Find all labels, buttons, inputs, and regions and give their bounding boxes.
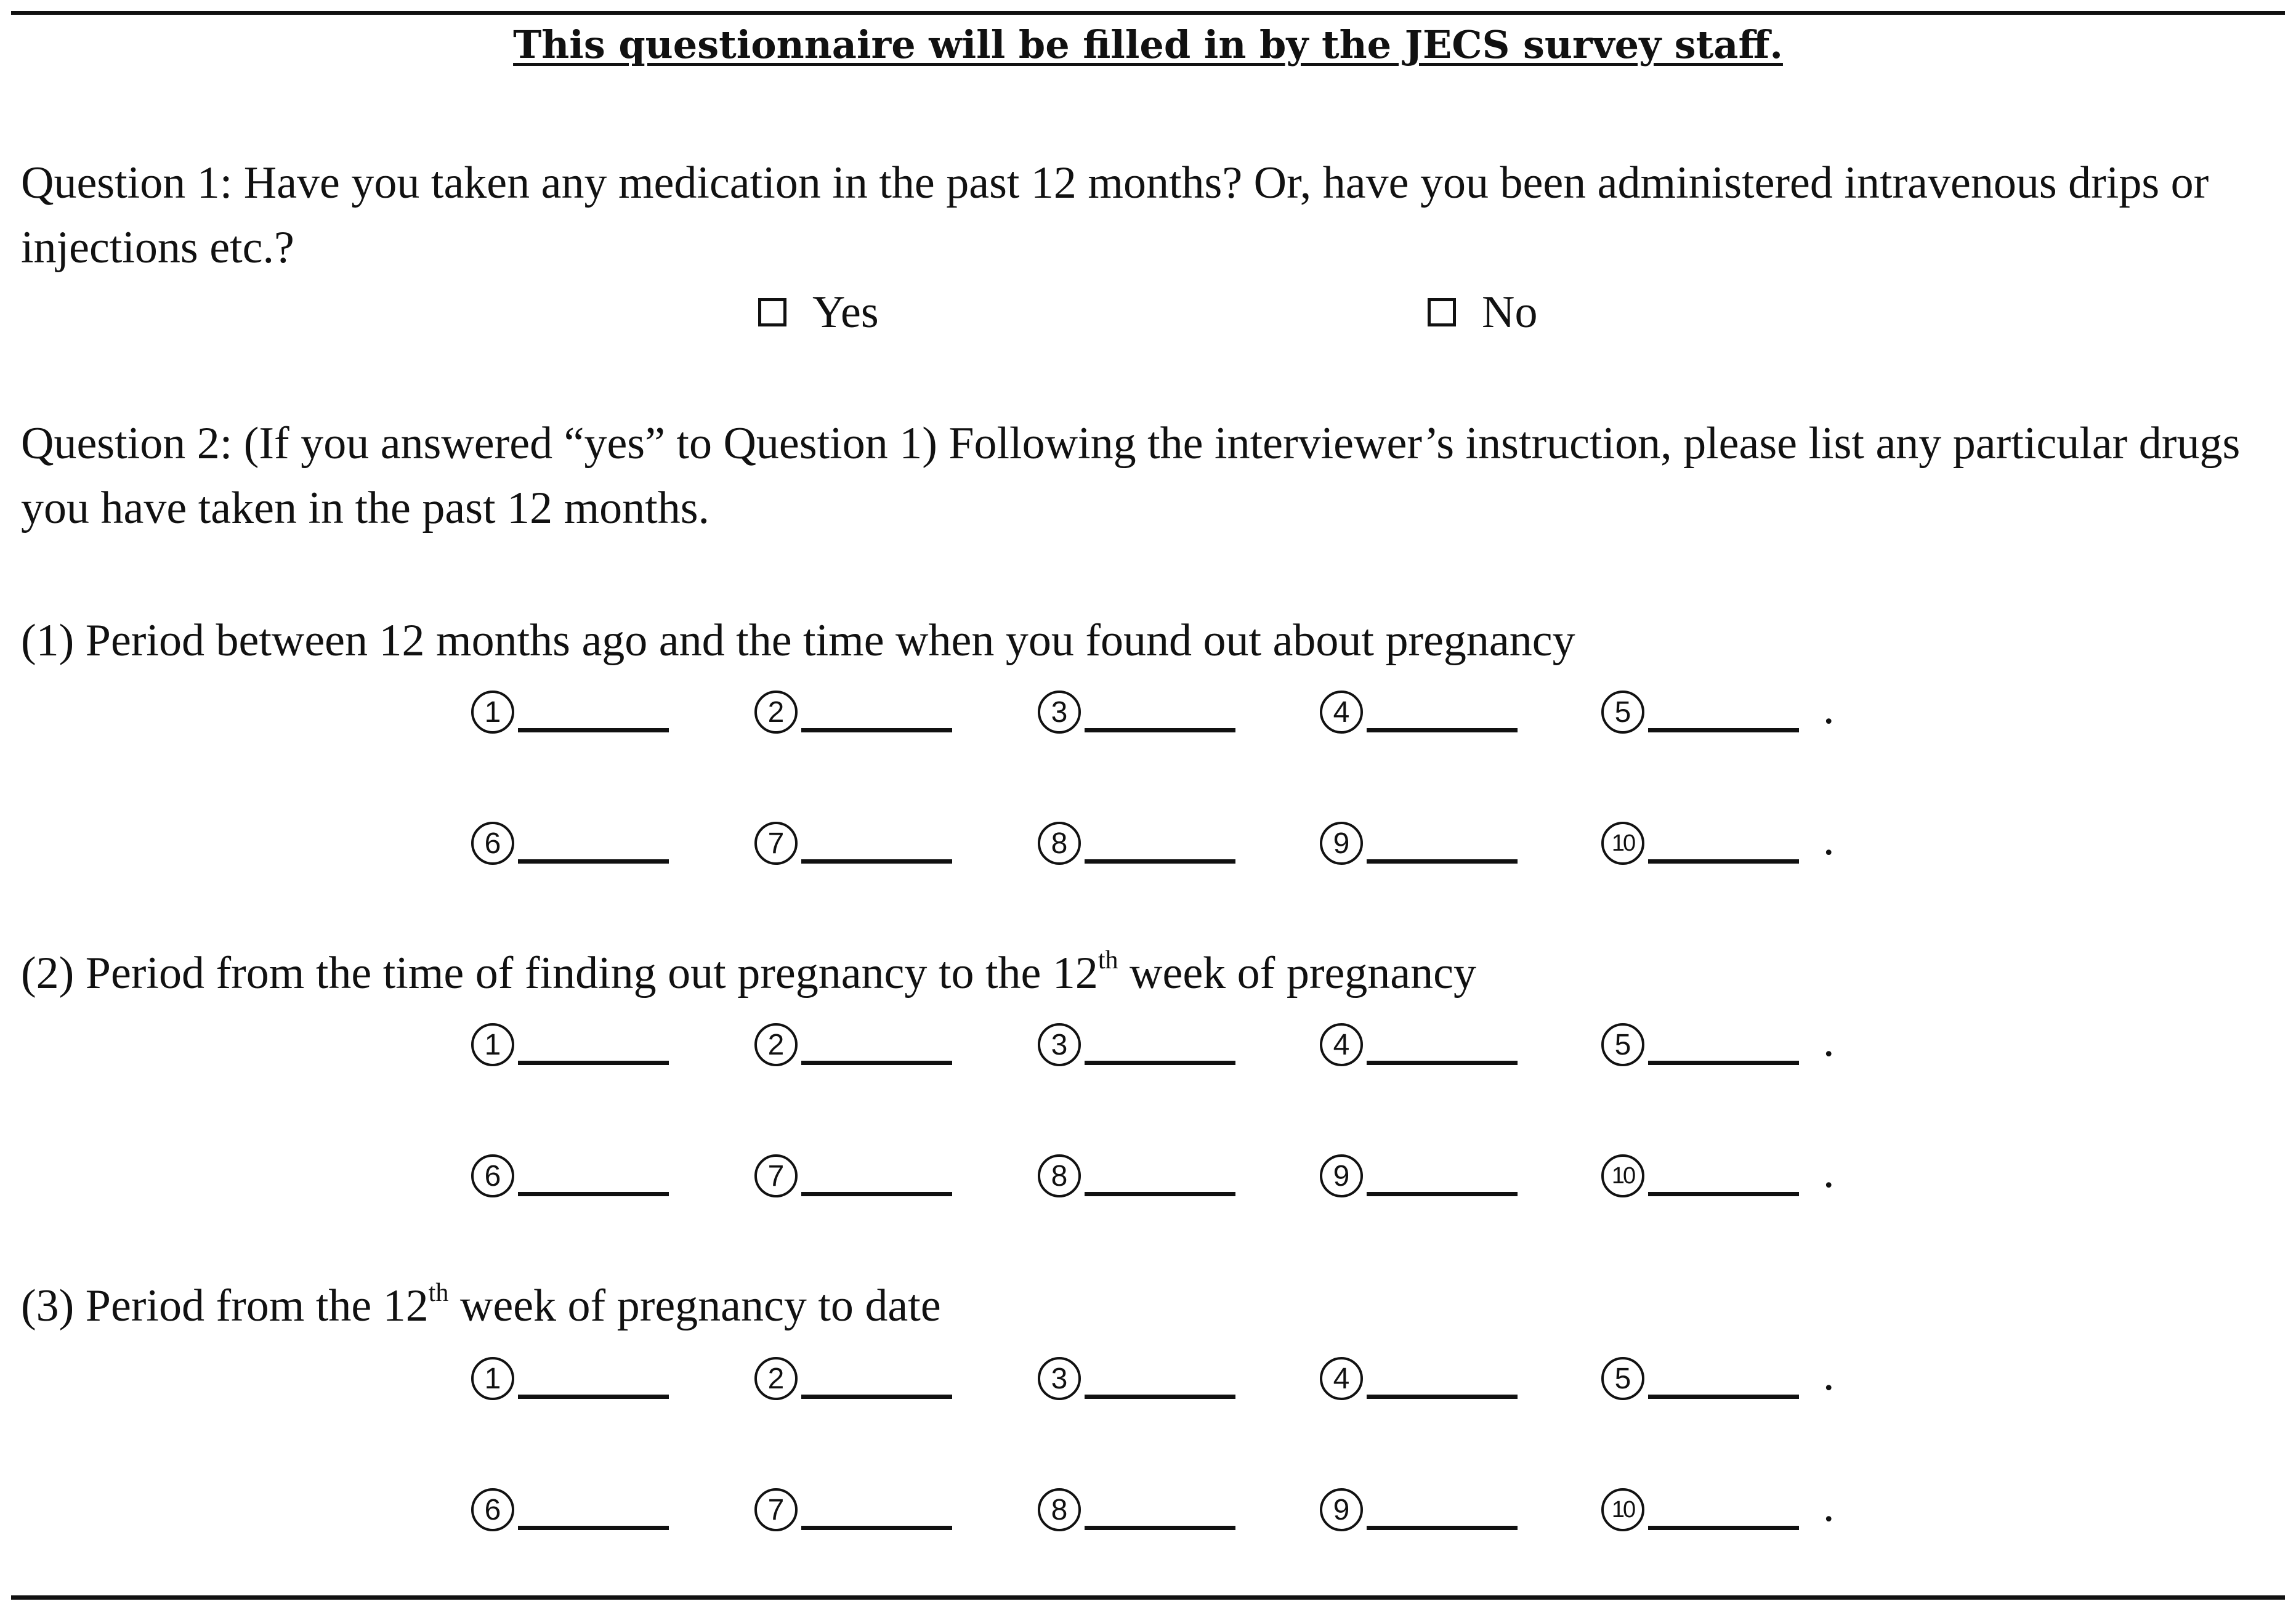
drug-entry-item [1038, 812, 1235, 867]
drug-entry-row [0, 1013, 2296, 1069]
drug-entry-item [1320, 681, 1518, 736]
drug-entry-item [1038, 1144, 1235, 1200]
drug-entry-item [754, 1347, 952, 1403]
drug-blank-line[interactable] [1085, 1061, 1235, 1065]
circled-number: 3 [1038, 1023, 1081, 1066]
circled-number: 5 [1601, 1023, 1644, 1066]
option-yes[interactable] [758, 285, 879, 340]
section-3-superscript: th [428, 1279, 449, 1308]
circled-number: 9 [1320, 1488, 1363, 1531]
drug-blank-line[interactable] [1367, 1395, 1518, 1399]
checkbox-yes[interactable] [758, 298, 786, 326]
top-rule [11, 11, 2285, 15]
row-terminator: . [1823, 1016, 1835, 1066]
drug-entry-item [1320, 1478, 1518, 1534]
circled-number: 3 [1038, 691, 1081, 734]
drug-blank-line[interactable] [1085, 1192, 1235, 1196]
drug-entry-item [1038, 1347, 1235, 1403]
page-title: This questionnaire will be filled in by the JECS survey staff. [513, 22, 1783, 67]
drug-entry-item [754, 1144, 952, 1200]
drug-entry-item [754, 681, 952, 736]
drug-blank-line[interactable] [518, 1526, 669, 1530]
drug-entry-item [471, 1144, 669, 1200]
drug-entry-item [471, 1013, 669, 1069]
option-yes-label: Yes [812, 287, 879, 338]
circled-number: 3 [1038, 1357, 1081, 1400]
drug-blank-line[interactable] [1085, 1395, 1235, 1399]
section-1-heading: (1) Period between 12 months ago and the time when you found out about pregnancy [21, 615, 1575, 666]
drug-blank-line[interactable] [1367, 859, 1518, 864]
drug-blank-line[interactable] [1648, 859, 1799, 864]
drug-blank-line[interactable] [1648, 1061, 1799, 1065]
circled-number: 2 [754, 1357, 798, 1400]
drug-blank-line[interactable] [1367, 1192, 1518, 1196]
drug-entry-item [471, 1478, 669, 1534]
question-2-text: Question 2: (If you answered “yes” to Question 1) Following the interviewer’s instruction, please list any particular drugs you have taken in the past 12 months. [21, 418, 2241, 533]
drug-entry-row [0, 1478, 2296, 1534]
drug-blank-line[interactable] [1648, 728, 1799, 732]
drug-entry-item [1320, 1347, 1518, 1403]
circled-number: 9 [1320, 1154, 1363, 1197]
drug-entry-item [754, 1013, 952, 1069]
circled-number: 10 [1601, 1488, 1644, 1531]
drug-entry-row [0, 1347, 2296, 1403]
drug-entry-item [471, 812, 669, 867]
circled-number: 8 [1038, 822, 1081, 865]
section-2-superscript: th [1097, 946, 1118, 975]
section-2-text: (2) Period from the time of finding out pregnancy to the 12 [21, 948, 1098, 998]
drug-entry-row [0, 812, 2296, 867]
circled-number: 6 [471, 822, 514, 865]
circled-number: 6 [471, 1488, 514, 1531]
drug-blank-line[interactable] [801, 1526, 952, 1530]
drug-blank-line[interactable] [518, 1395, 669, 1399]
section-2-heading [21, 942, 1476, 1004]
bottom-rule [11, 1595, 2285, 1600]
circled-number: 10 [1601, 822, 1644, 865]
circled-number: 1 [471, 1023, 514, 1066]
circled-number: 10 [1601, 1154, 1644, 1197]
circled-number: 4 [1320, 1357, 1363, 1400]
circled-number: 4 [1320, 691, 1363, 734]
circled-number: 1 [471, 691, 514, 734]
drug-entry-item [1601, 681, 1799, 736]
drug-entry-item [471, 1347, 669, 1403]
drug-entry-item [1601, 1478, 1799, 1534]
section-2-text-end: week of pregnancy [1118, 948, 1476, 998]
question-1-text: Question 1: Have you taken any medication in the past 12 months? Or, have you been administered intravenous drips or injections etc.? [21, 158, 2209, 273]
circled-number: 8 [1038, 1154, 1081, 1197]
drug-blank-line[interactable] [1367, 1526, 1518, 1530]
drug-entry-item [1320, 812, 1518, 867]
drug-entry-item [1320, 1013, 1518, 1069]
drug-entry-item [1601, 1347, 1799, 1403]
drug-entry-item [754, 812, 952, 867]
section-3-heading [21, 1275, 941, 1337]
drug-entry-item [1038, 1013, 1235, 1069]
option-no[interactable] [1428, 285, 1537, 340]
circled-number: 7 [754, 1488, 798, 1531]
circled-number: 9 [1320, 822, 1363, 865]
circled-number: 5 [1601, 1357, 1644, 1400]
circled-number: 7 [754, 822, 798, 865]
drug-blank-line[interactable] [518, 859, 669, 864]
circled-number: 2 [754, 691, 798, 734]
circled-number: 5 [1601, 691, 1644, 734]
drug-blank-line[interactable] [1367, 728, 1518, 732]
drug-entry-item [1320, 1144, 1518, 1200]
section-3-text-end: week of pregnancy to date [448, 1281, 941, 1331]
drug-blank-line[interactable] [1648, 1395, 1799, 1399]
drug-entry-item [1038, 1478, 1235, 1534]
circled-number: 7 [754, 1154, 798, 1197]
drug-entry-row [0, 681, 2296, 736]
drug-blank-line[interactable] [1085, 1526, 1235, 1530]
circled-number: 2 [754, 1023, 798, 1066]
drug-blank-line[interactable] [801, 859, 952, 864]
section-3-text: (3) Period from the 12 [21, 1281, 429, 1331]
circled-number: 8 [1038, 1488, 1081, 1531]
drug-blank-line[interactable] [518, 1192, 669, 1196]
drug-entry-item [754, 1478, 952, 1534]
option-no-label: No [1482, 287, 1538, 338]
drug-blank-line[interactable] [801, 1061, 952, 1065]
drug-blank-line[interactable] [1085, 728, 1235, 732]
drug-blank-line[interactable] [801, 1395, 952, 1399]
row-terminator: . [1823, 814, 1835, 865]
drug-entry-item [1601, 1013, 1799, 1069]
drug-blank-line[interactable] [518, 1061, 669, 1065]
drug-blank-line[interactable] [1648, 1526, 1799, 1530]
drug-entry-item [471, 681, 669, 736]
drug-entry-row [0, 1144, 2296, 1200]
row-terminator: . [1823, 1147, 1835, 1197]
drug-blank-line[interactable] [1367, 1061, 1518, 1065]
drug-entry-item [1038, 681, 1235, 736]
drug-entry-item [1601, 812, 1799, 867]
checkbox-no[interactable] [1428, 298, 1456, 326]
row-terminator: . [1823, 683, 1835, 734]
drug-blank-line[interactable] [1648, 1192, 1799, 1196]
circled-number: 1 [471, 1357, 514, 1400]
row-terminator: . [1823, 1481, 1835, 1531]
circled-number: 6 [471, 1154, 514, 1197]
drug-blank-line[interactable] [518, 728, 669, 732]
drug-blank-line[interactable] [801, 728, 952, 732]
circled-number: 4 [1320, 1023, 1363, 1066]
drug-blank-line[interactable] [801, 1192, 952, 1196]
drug-blank-line[interactable] [1085, 859, 1235, 864]
row-terminator: . [1823, 1350, 1835, 1400]
drug-entry-item [1601, 1144, 1799, 1200]
